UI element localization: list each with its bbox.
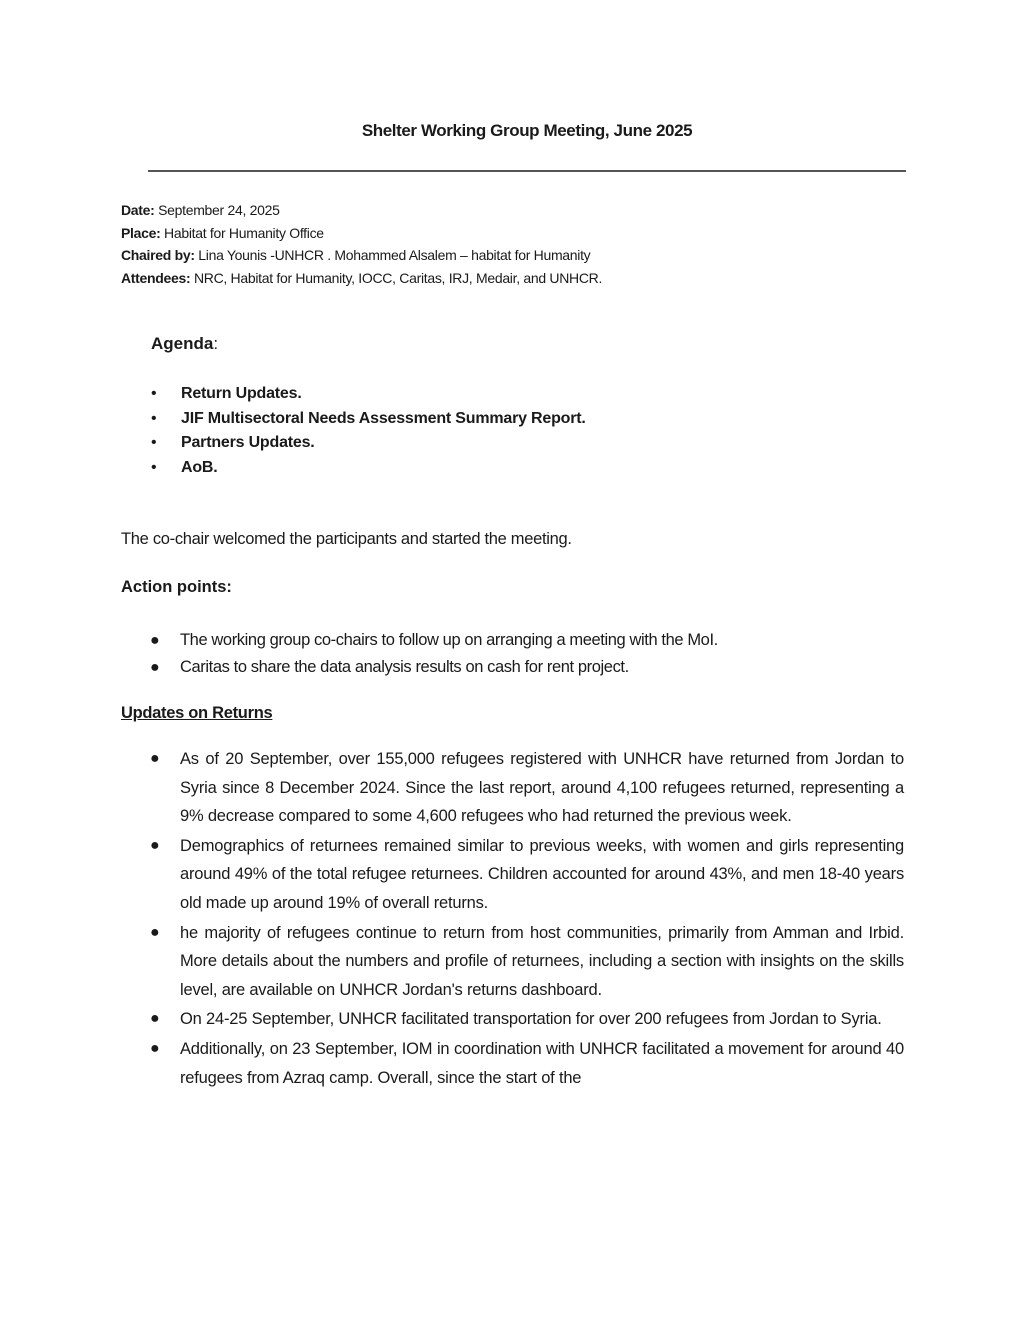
bullet-icon: • xyxy=(151,409,157,427)
bullet-icon: ● xyxy=(150,632,160,649)
agenda-heading xyxy=(151,334,218,354)
action-point-text: Caritas to share the data analysis results on cash for rent project. xyxy=(180,658,629,676)
attendees-line xyxy=(121,267,602,290)
agenda-list xyxy=(151,382,586,480)
meeting-details xyxy=(121,199,602,289)
title-divider xyxy=(148,170,906,172)
agenda-item-text: Partners Updates. xyxy=(181,434,315,451)
action-points-list xyxy=(150,627,718,681)
returns-item-text: he majority of refugees continue to return from host communities, primarily from Amman and Irbid. More details about the numbers and profile of returnees, including a section with insights on the skills level, are available on UNHCR Jordan's returns dashboard. xyxy=(180,923,904,999)
chaired-value: Lina Younis -UNHCR . Mohammed Alsalem – habitat for Humanity xyxy=(194,247,591,263)
date-value: September 24, 2025 xyxy=(154,202,280,218)
action-points-heading: Action points: xyxy=(121,578,232,596)
agenda-item-text: AoB. xyxy=(181,458,218,476)
bullet-icon: • xyxy=(151,385,157,402)
attendees-label: Attendees: xyxy=(121,269,191,286)
action-point-item xyxy=(150,654,718,681)
bullet-icon: • xyxy=(151,458,157,476)
bullet-icon: ● xyxy=(150,659,160,676)
agenda-item xyxy=(151,456,586,481)
returns-item-text: Demographics of returnees remained similar to previous weeks, with women and girls representing around 49% of the total refugee returnees. Children accounted for around 43%, and men 18-40 years old made up around 19% of overall returns. xyxy=(180,836,904,912)
bullet-icon: ● xyxy=(150,750,160,767)
returns-item xyxy=(150,832,904,918)
intro-paragraph: The co-chair welcomed the participants and started the meeting. xyxy=(121,530,572,548)
document-title: Shelter Working Group Meeting, June 2025 xyxy=(361,121,693,140)
returns-list xyxy=(150,745,904,1093)
bullet-icon: ● xyxy=(150,1010,160,1028)
agenda-item xyxy=(151,431,586,456)
agenda-item-text: Return Updates. xyxy=(181,385,302,402)
date-label: Date: xyxy=(121,202,155,218)
action-point-text: The working group co-chairs to follow up on arranging a meeting with the MoI. xyxy=(180,631,718,649)
chaired-label: Chaired by: xyxy=(121,247,195,263)
returns-heading: Updates on Returns xyxy=(121,704,273,722)
agenda-heading-text: Agenda xyxy=(151,334,214,353)
action-point-item xyxy=(150,627,718,654)
place-line xyxy=(121,222,602,245)
date-line xyxy=(121,199,602,222)
agenda-colon: : xyxy=(213,334,219,353)
agenda-item-text: JIF Multisectoral Needs Assessment Summary Report. xyxy=(181,409,586,427)
place-label: Place: xyxy=(121,224,161,241)
returns-item-text: As of 20 September, over 155,000 refugees registered with UNHCR have returned from Jordan to Syria since 8 December 2024. Since the last report, around 4,100 refugees returned, representing a 9% decrease compared to some 4,600 refugees who had returned the previous week. xyxy=(180,750,904,826)
returns-item xyxy=(150,919,904,1005)
returns-item xyxy=(150,1035,904,1092)
place-value: Habitat for Humanity Office xyxy=(160,224,324,241)
bullet-icon: ● xyxy=(150,836,160,854)
bullet-icon: ● xyxy=(150,923,160,941)
bullet-icon: ● xyxy=(150,1039,160,1057)
bullet-icon: • xyxy=(151,434,157,451)
agenda-item xyxy=(151,407,586,432)
returns-item-text: Additionally, on 23 September, IOM in coordination with UNHCR facilitated a movement for around 40 refugees from Azraq camp. Overall, since the start of the xyxy=(180,1039,904,1087)
agenda-item xyxy=(151,382,586,407)
returns-item xyxy=(150,745,904,831)
returns-item xyxy=(150,1005,904,1034)
attendees-value: NRC, Habitat for Humanity, IOCC, Caritas, IRJ, Medair, and UNHCR. xyxy=(190,269,603,286)
returns-item-text: On 24-25 September, UNHCR facilitated transportation for over 200 refugees from Jordan to Syria. xyxy=(180,1010,882,1029)
chaired-line xyxy=(121,244,602,267)
